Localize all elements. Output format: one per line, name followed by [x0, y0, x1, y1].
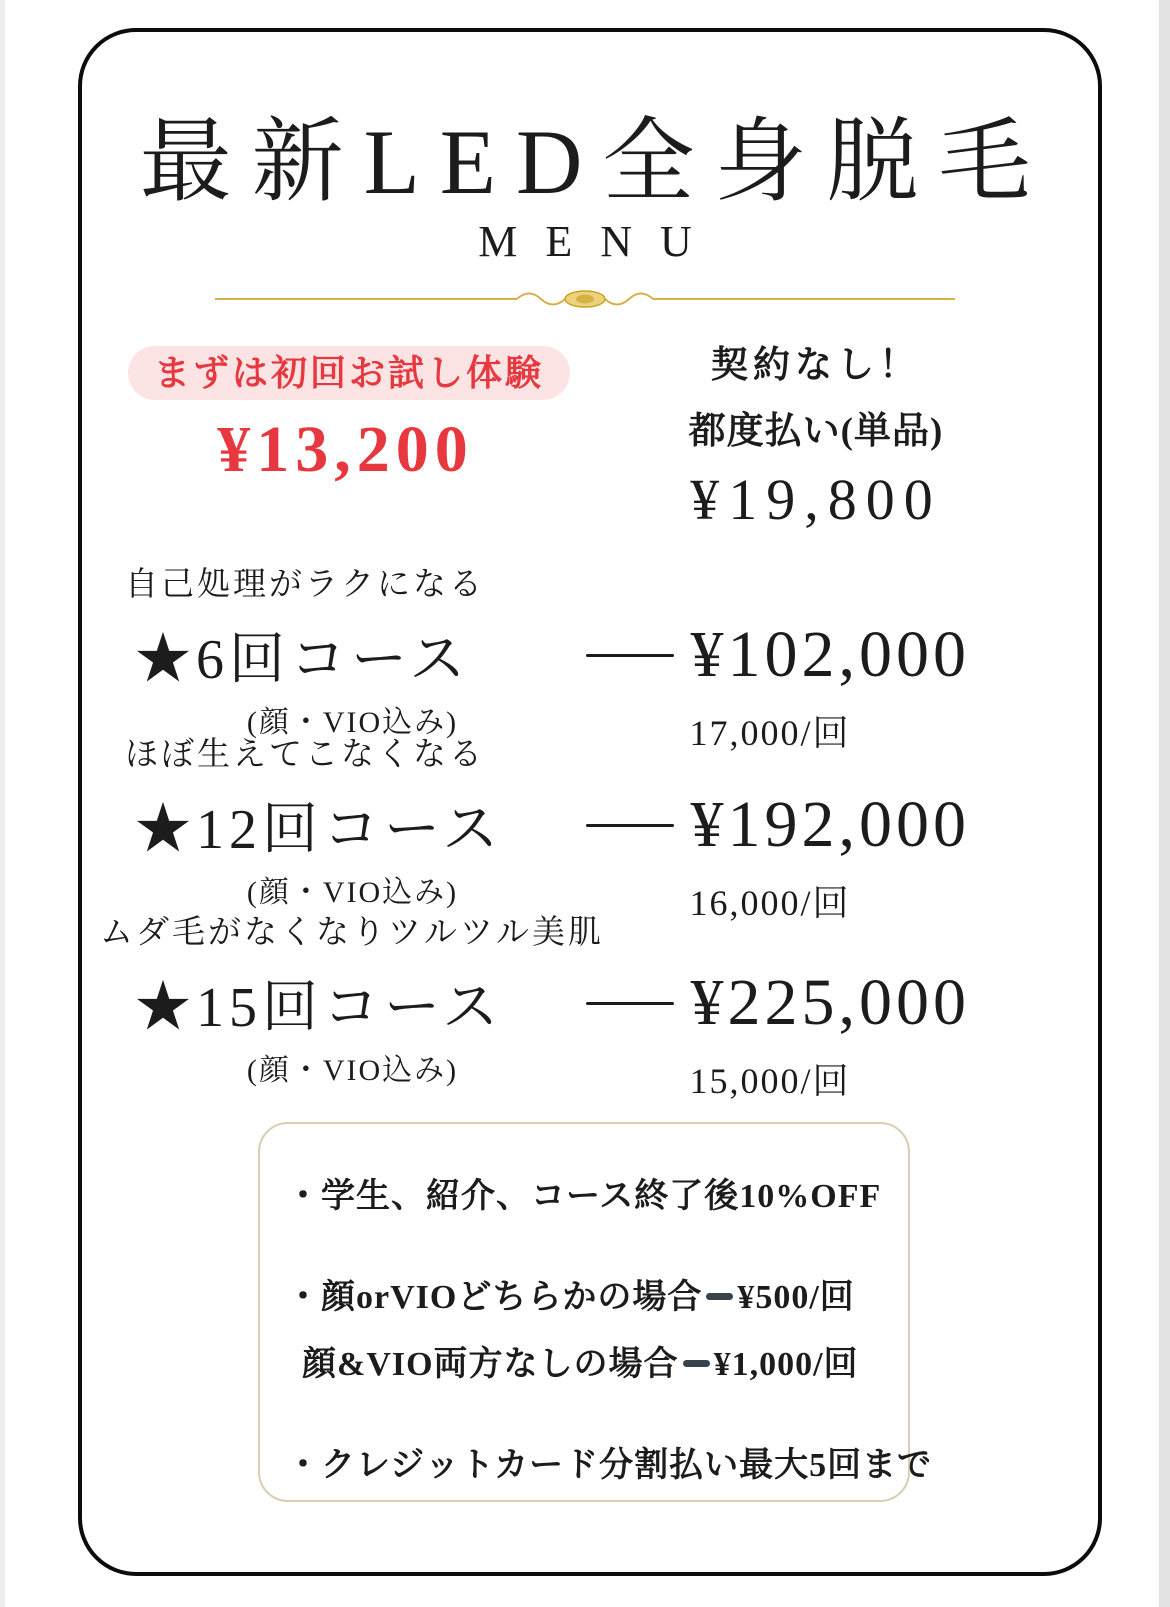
course-item-15-sessions: [100, 906, 970, 1104]
connector-line: [586, 1002, 674, 1005]
note-face-and-vio: [286, 1336, 898, 1385]
page-title: 最新LED全身脱毛: [139, 111, 1051, 213]
note-face-and-vio-price: ¥1,000/回: [713, 1346, 859, 1383]
note-discounts: ・学生、紹介、コース終了後10%OFF: [286, 1178, 882, 1215]
course-name: ★12回コース: [135, 799, 504, 861]
pay-per-visit-block: [636, 334, 996, 533]
course-price: ¥225,000: [690, 966, 970, 1039]
note-face-or-vio-price: ¥500/回: [737, 1279, 855, 1316]
note-credit-card: ・クレジットカード分割払い最大5回まで: [286, 1447, 933, 1484]
course-note: (顔・VIO込み): [246, 876, 459, 909]
gold-divider-ornament: [215, 288, 955, 310]
course-tagline: 自己処理がラクになる: [125, 567, 485, 603]
trial-price: ¥13,200: [217, 413, 474, 486]
course-name: ★6回コース: [135, 629, 471, 691]
conditions-box: [258, 1122, 933, 1502]
pay-per-visit-subline: 都度払い(単品): [688, 411, 944, 452]
course-price: ¥192,000: [690, 788, 970, 861]
note-face-and-vio-text: 顔&VIO両方なしの場合: [302, 1346, 679, 1383]
pay-per-visit-price: ¥19,800: [690, 467, 942, 532]
minus-dash-icon: [706, 1293, 733, 1300]
course-tagline: ムダ毛がなくなりツルツル美肌: [100, 915, 604, 951]
connector-line: [586, 654, 674, 657]
course-name: ★15回コース: [135, 977, 504, 1039]
note-face-or-vio: [286, 1269, 898, 1318]
course-tagline: ほぼ生えてこなくなる: [125, 737, 485, 773]
menu-subtitle: MENU: [478, 217, 720, 266]
pay-per-visit-headline: 契約なし！: [711, 345, 921, 386]
course-item-12-sessions: [100, 728, 970, 926]
course-price: ¥102,000: [690, 618, 970, 691]
course-note: (顔・VIO込み): [246, 1054, 459, 1087]
course-per-session-price: 15,000/回: [689, 1061, 851, 1101]
connector-line: [586, 824, 674, 827]
course-note: (顔・VIO込み): [246, 706, 459, 739]
minus-dash-icon: [683, 1360, 710, 1367]
course-item-6-sessions: [100, 558, 970, 756]
course-per-session-price: 17,000/回: [689, 713, 851, 753]
trial-offer-badge: まずは初回お試し体験: [128, 346, 570, 400]
course-per-session-price: 16,000/回: [689, 883, 851, 923]
note-face-or-vio-text: ・顔orVIOどちらかの場合: [286, 1279, 703, 1316]
